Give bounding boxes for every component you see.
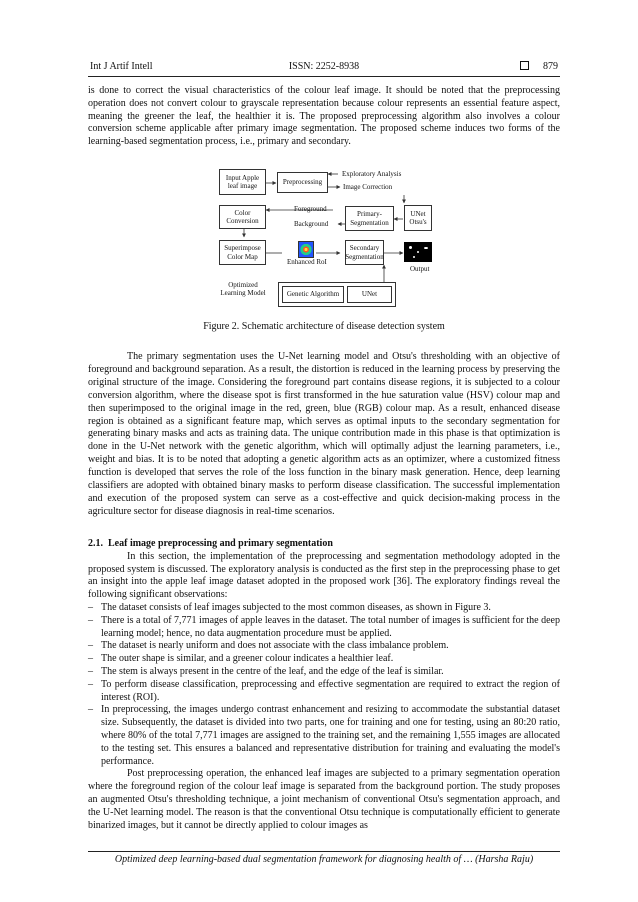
unet-box: UNet bbox=[347, 286, 392, 303]
secondary-segmentation-box: Secondary Segmentation bbox=[345, 240, 384, 265]
section-number: 2.1. bbox=[88, 538, 103, 549]
enhanced-roi-label: Enhanced RoI bbox=[287, 258, 327, 266]
list-item: – To perform disease classification, preprocessing and effective segmentation are required to extract the region of interest (ROI). bbox=[88, 679, 560, 705]
enhanced-roi-heatmap bbox=[298, 241, 314, 258]
output-mask-image bbox=[404, 242, 432, 262]
list-item: – There is a total of 7,771 images of apple leaves in the dataset. The total number of images is sufficient for the deep learning model; hence, no data augmentation procedure must be applied. bbox=[88, 615, 560, 641]
unet-otsu-box: UNet Otsu's bbox=[404, 205, 432, 231]
page-header bbox=[88, 60, 560, 77]
section-closing: Post preprocessing operation, the enhanced leaf images are subjected to a primary segmentation operation where the foreground region of the colour leaf image is separated from the background portion. The study proposes an augmented Otsu's thresholding technique, a joint mechanism of conventional Otsu's segmentation approach, and the U-Net learning model. The reason is that the conventional Otsu technique is computationally efficient to generate binarized images, but it cannot be directly applied to colour images as bbox=[88, 768, 560, 831]
intro-text bbox=[88, 85, 560, 149]
background-label: Background bbox=[294, 220, 329, 228]
checkbox-square-icon bbox=[520, 61, 529, 70]
section-heading bbox=[88, 538, 560, 551]
observations-list bbox=[88, 602, 560, 768]
section-2-1 bbox=[88, 538, 560, 832]
figure-2-diagram bbox=[88, 155, 560, 315]
foreground-label: Foreground bbox=[294, 205, 327, 213]
image-correction-label: Image Correction bbox=[343, 183, 393, 191]
list-item: – The outer shape is similar, and a greener colour indicates a healthier leaf. bbox=[88, 653, 560, 666]
section-intro: In this section, the implementation of the preprocessing and segmentation methodology adopted in the proposed system is discussed. The exploratory analysis is conducted as the first step in the preprocessing phase to get an insight into the apple leaf image dataset adopted in the proposed work [36]. The exploratory findings reveal the following significant observations: bbox=[88, 550, 560, 601]
color-conversion-box: Color Conversion bbox=[219, 205, 266, 229]
preprocessing-box: Preprocessing bbox=[277, 172, 328, 193]
figure-caption: Figure 2. Schematic architecture of disease detection system bbox=[203, 321, 445, 332]
optimizer-container bbox=[278, 282, 396, 307]
list-item: – The dataset is nearly uniform and does not associate with the class imbalance problem. bbox=[88, 640, 560, 653]
issn: ISSN: 2252-8938 bbox=[288, 61, 360, 72]
input-box: Input Apple leaf image bbox=[219, 169, 266, 195]
journal-name: Int J Artif Intell bbox=[90, 61, 153, 72]
list-item: – In preprocessing, the images undergo contrast enhancement and resizing to accommodate the substantial dataset size. Subsequently, the dataset is divided into two parts, one for training and one for testing, using an 80:20 ratio, where 80% of the total 7,771 images are assigned to the training set, and the remaining 1,555 images are allocated to the testing set. This ensures a balanced and representative distribution for training and evaluating the model's performance. bbox=[88, 704, 560, 768]
intro-paragraph: is done to correct the visual characteristics of the colour leaf image. It should be noted that the preprocessing operation does not convert colour to grayscale representation because colour represents an essential feature aspect, meaning the greener the leaf, the healthier it is. The proposed preprocessing algorithm also involves a colour conversion scheme applicable after primary image segmentation. The proposed scheme induces two forms of the learning-based segmentation process, i.e., primary and secondary. bbox=[88, 85, 560, 148]
section-title: Leaf image preprocessing and primary segmentation bbox=[108, 538, 333, 549]
superimpose-box: Superimpose Color Map bbox=[219, 240, 266, 265]
output-label: Output bbox=[410, 265, 430, 273]
main-paragraph: The primary segmentation uses the U-Net learning model and Otsu's thresholding with an objective of foreground and background separation. As a result, the distortion is reduced in the learning process by preserving the original structure of the image. Considering the foreground part contains disease regions, it is subjected to a colour conversion algorithm, where the disease spot is first transformed in the hue saturation value (HSV) colour map and then superimposed to the original image in the red, green, blue (RGB) colour map. As a result, enhanced disease region is obtained as a significant feature map, which serves as optimal inputs to the secondary segmentation for generating binary masks and acts as training data. The unique contribution made in this phase is that optimization is done in the U-Net network with the genetic algorithm, which will optimally adjust the learning parameters, i.e., weight and bias. It is to be noted that adopting a genetic algorithm acts as an optimizer, where a customized fitness function is developed that serves the role of the loss function in the binary mask generation. Hence, deep learning classifiers are adopted with obtained binary masks to perform disease classification. The successful implementation and execution of the proposed system can serve as a cost-effective and quick decision-making process in the agriculture sector for disease diagnosis in real-time scenarios. bbox=[88, 351, 560, 517]
page-number: 879 bbox=[543, 61, 558, 72]
primary-segmentation-box: Primary-Segmentation bbox=[345, 206, 394, 231]
exploratory-label: Exploratory Analysis bbox=[342, 170, 402, 178]
list-item: – The dataset consists of leaf images subjected to the most common diseases, as shown in Figure 3. bbox=[88, 602, 560, 615]
main-text bbox=[88, 351, 560, 519]
page-number-group bbox=[520, 61, 558, 72]
genetic-algorithm-box: Genetic Algorithm bbox=[282, 286, 344, 303]
optimized-model-label: Optimized Learning Model bbox=[220, 281, 266, 297]
page-footer: Optimized deep learning-based dual segmentation framework for diagnosing health of … (Harsha Raju) bbox=[88, 851, 560, 865]
list-item: – The stem is always present in the centre of the leaf, and the edge of the leaf is similar. bbox=[88, 666, 560, 679]
